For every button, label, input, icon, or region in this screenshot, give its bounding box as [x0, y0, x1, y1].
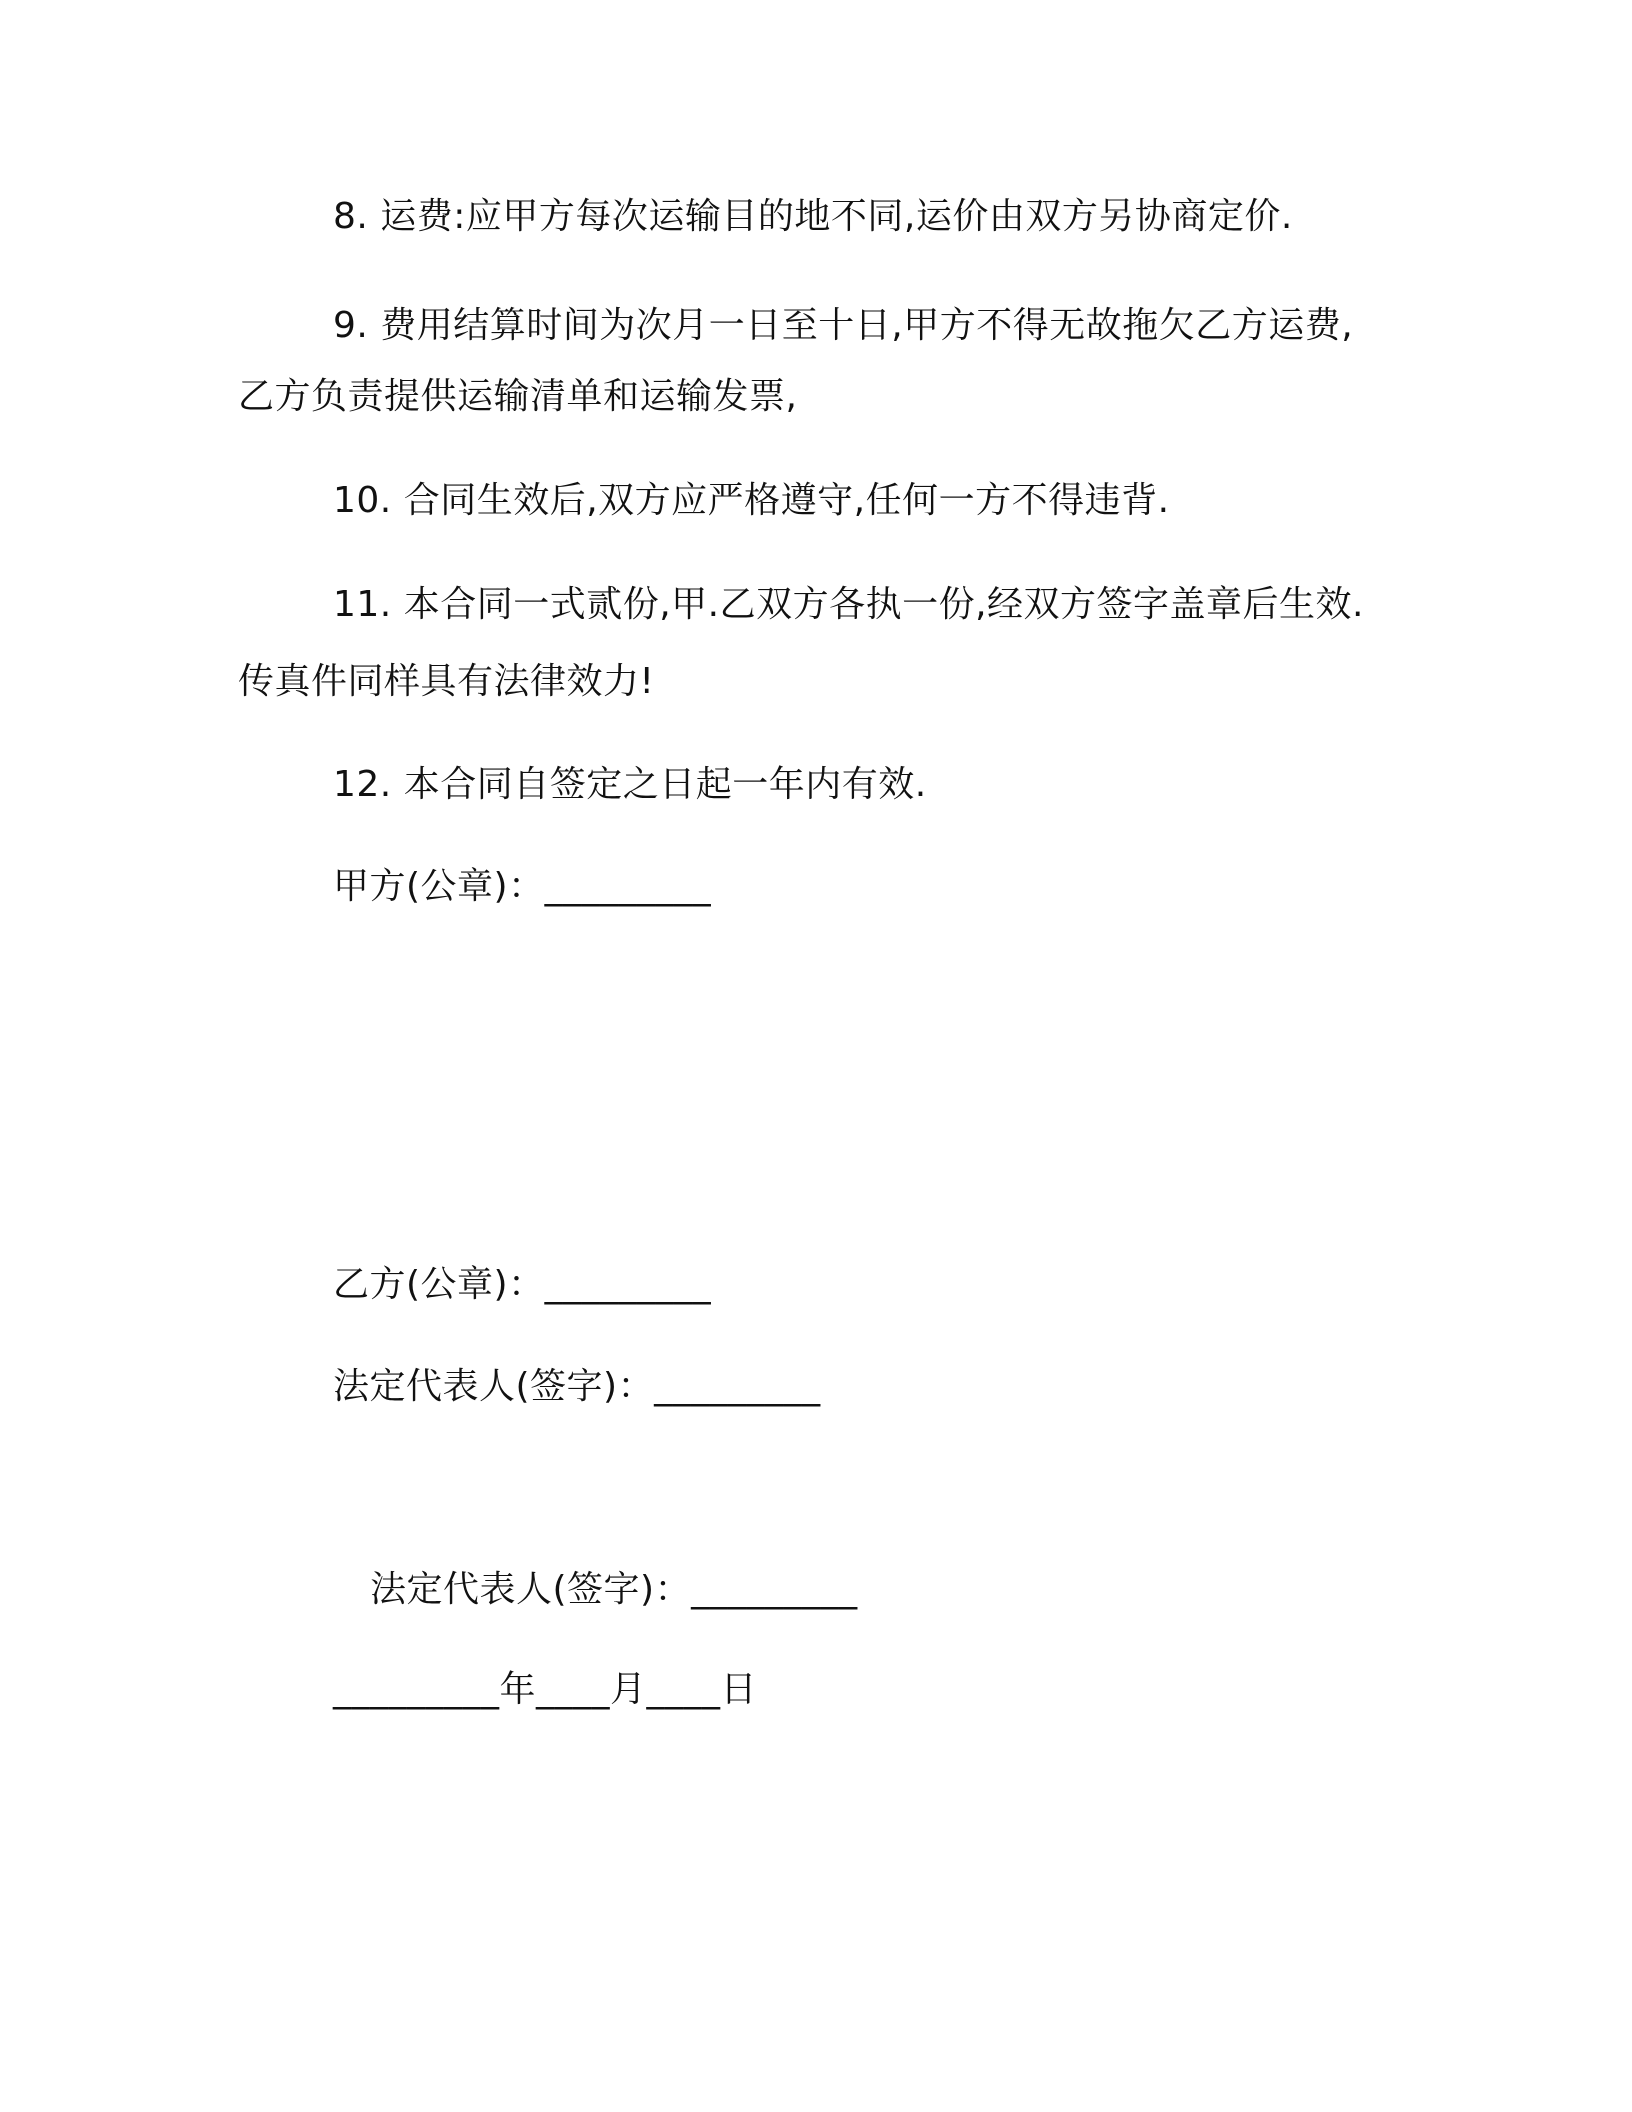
- clause-9-line-2: 乙方负责提供运输清单和运输发票,: [238, 376, 798, 417]
- legal-representative-signature-line: 法定代表人(签字)：_________: [333, 1366, 821, 1407]
- clause-11-line-1: 11. 本合同一式贰份,甲.乙双方各执一份,经双方签字盖章后生效.: [333, 584, 1364, 625]
- date-line: _________年____月____日: [333, 1669, 757, 1710]
- party-b-seal-line: 乙方(公章)：_________: [333, 1264, 712, 1305]
- clause-10: 10. 合同生效后,双方应严格遵守,任何一方不得违背.: [333, 480, 1170, 521]
- clause-12: 12. 本合同自签定之日起一年内有效.: [333, 764, 927, 805]
- clause-11-line-2: 传真件同样具有法律效力!: [238, 661, 655, 702]
- legal-representative-signature-line-2: 法定代表人(签字)：_________: [370, 1569, 858, 1610]
- clause-8: 8. 运费:应甲方每次运输目的地不同,运价由双方另协商定价.: [333, 196, 1293, 237]
- clause-9-line-1: 9. 费用结算时间为次月一日至十日,甲方不得无故拖欠乙方运费,: [333, 305, 1354, 346]
- party-a-seal-line: 甲方(公章)：_________: [333, 866, 712, 907]
